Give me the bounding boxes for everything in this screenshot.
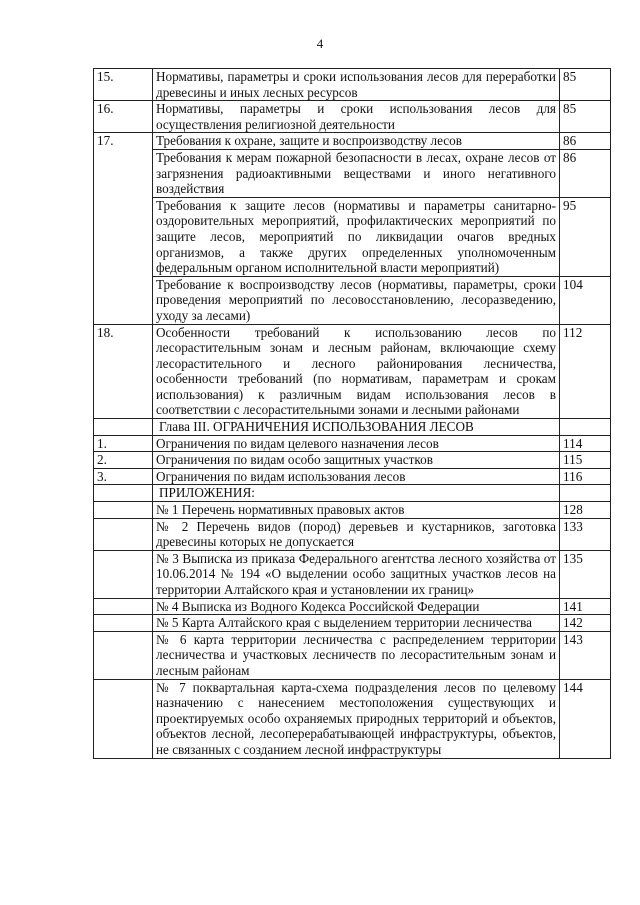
row-page: 116 xyxy=(560,468,611,485)
row-number xyxy=(94,550,153,598)
row-number xyxy=(94,419,153,436)
row-page: 112 xyxy=(560,324,611,419)
table-row xyxy=(94,485,611,502)
row-text: Ограничения по видам использования лесов xyxy=(153,468,560,485)
row-number xyxy=(94,518,153,550)
row-number: 2. xyxy=(94,452,153,469)
chapter-heading: Глава III. ОГРАНИЧЕНИЯ ИСПОЛЬЗОВАНИЯ ЛЕСОВ xyxy=(153,419,560,436)
table-row xyxy=(94,631,611,679)
table-row xyxy=(94,502,611,519)
table-row xyxy=(94,324,611,419)
row-text: Нормативы, параметры и сроки использования лесов для переработки древесины и иных лесных ресурсов xyxy=(153,69,560,101)
row-text: Ограничения по видам целевого назначения лесов xyxy=(153,435,560,452)
row-number xyxy=(94,485,153,502)
row-number: 17. xyxy=(94,133,153,324)
row-page: 85 xyxy=(560,69,611,101)
row-page: 128 xyxy=(560,502,611,519)
row-number xyxy=(94,631,153,679)
appendix-heading: ПРИЛОЖЕНИЯ: xyxy=(153,485,560,502)
row-text: № 2 Перечень видов (пород) деревьев и кустарников, заготовка древесины которых не допускается xyxy=(153,518,560,550)
row-page: 143 xyxy=(560,631,611,679)
row-text: Ограничения по видам особо защитных участков xyxy=(153,452,560,469)
table-row xyxy=(94,452,611,469)
row-number: 15. xyxy=(94,69,153,101)
row-text: Требования к защите лесов (нормативы и параметры санитарно-оздоровительных мероприятий, профилактических мероприятий по защите лесов, мероприятий по ликвидации очагов вредных организмов, а также других определенных уполномоченным федеральным органом исполнительной власти мероприятий) xyxy=(153,197,560,276)
table-row xyxy=(94,468,611,485)
table-row xyxy=(94,419,611,436)
row-number: 3. xyxy=(94,468,153,485)
row-number xyxy=(94,502,153,519)
row-page: 115 xyxy=(560,452,611,469)
table-row xyxy=(94,679,611,758)
table-row xyxy=(94,435,611,452)
row-text: Нормативы, параметры и сроки использования лесов для осуществления религиозной деятельности xyxy=(153,101,560,133)
row-text: Требования к охране, защите и воспроизводству лесов xyxy=(153,133,560,150)
row-page xyxy=(560,419,611,436)
row-page: 135 xyxy=(560,550,611,598)
row-page: 85 xyxy=(560,101,611,133)
table-row xyxy=(94,518,611,550)
table-row xyxy=(94,197,611,276)
table-row xyxy=(94,149,611,197)
row-text: Требования к мерам пожарной безопасности в лесах, охране лесов от загрязнения радиоактивными веществами и иного негативного воздействия xyxy=(153,149,560,197)
table-row xyxy=(94,133,611,150)
row-page: 144 xyxy=(560,679,611,758)
row-number xyxy=(94,679,153,758)
row-page: 133 xyxy=(560,518,611,550)
page-number: 4 xyxy=(316,36,324,51)
row-page xyxy=(560,485,611,502)
row-text: Особенности требований к использованию лесов по лесорастительным зонам и лесным районам, включающие схему лесорастительного и лесного районирования лесничества, особенности требований (по нормативам, параметрам и срокам использования) к различным видам использования лесов в соответствии с лесорастительными зонами и лесными районами xyxy=(153,324,560,419)
table-row xyxy=(94,69,611,101)
table-of-contents xyxy=(93,68,611,759)
row-page: 114 xyxy=(560,435,611,452)
table-row xyxy=(94,598,611,615)
row-number xyxy=(94,615,153,632)
row-page: 86 xyxy=(560,149,611,197)
row-page: 141 xyxy=(560,598,611,615)
table-row xyxy=(94,550,611,598)
row-text: № 5 Карта Алтайского края с выделением территории лесничества xyxy=(153,615,560,632)
row-page: 104 xyxy=(560,276,611,324)
row-text: Требование к воспроизводству лесов (нормативы, параметры, сроки проведения мероприятий по лесовосстановлению, лесоразведению, уходу за лесами) xyxy=(153,276,560,324)
table-row xyxy=(94,101,611,133)
row-text: № 4 Выписка из Водного Кодекса Российской Федерации xyxy=(153,598,560,615)
row-text: № 1 Перечень нормативных правовых актов xyxy=(153,502,560,519)
table-row xyxy=(94,276,611,324)
row-number: 1. xyxy=(94,435,153,452)
row-page: 95 xyxy=(560,197,611,276)
row-text: № 6 карта территории лесничества с распределением территории лесничества и участковых лесничеств по лесорастительным зонам и лесным районам xyxy=(153,631,560,679)
row-text: № 3 Выписка из приказа Федерального агентства лесного хозяйства от 10.06.2014 № 194 «О выделении особо защитных участков лесов на территории Алтайского края и установлении их границ» xyxy=(153,550,560,598)
row-number xyxy=(94,598,153,615)
row-page: 142 xyxy=(560,615,611,632)
row-number: 18. xyxy=(94,324,153,419)
row-page: 86 xyxy=(560,133,611,150)
row-text: № 7 поквартальная карта-схема подразделения лесов по целевому назначению с нанесением местоположения существующих и проектируемых особо охраняемых природных территорий и объектов, объектов лесной, лесоперерабатывающей инфраструктуры, объектов, не связанных с созданием лесной инфраструктуры xyxy=(153,679,560,758)
row-number: 16. xyxy=(94,101,153,133)
table-row xyxy=(94,615,611,632)
